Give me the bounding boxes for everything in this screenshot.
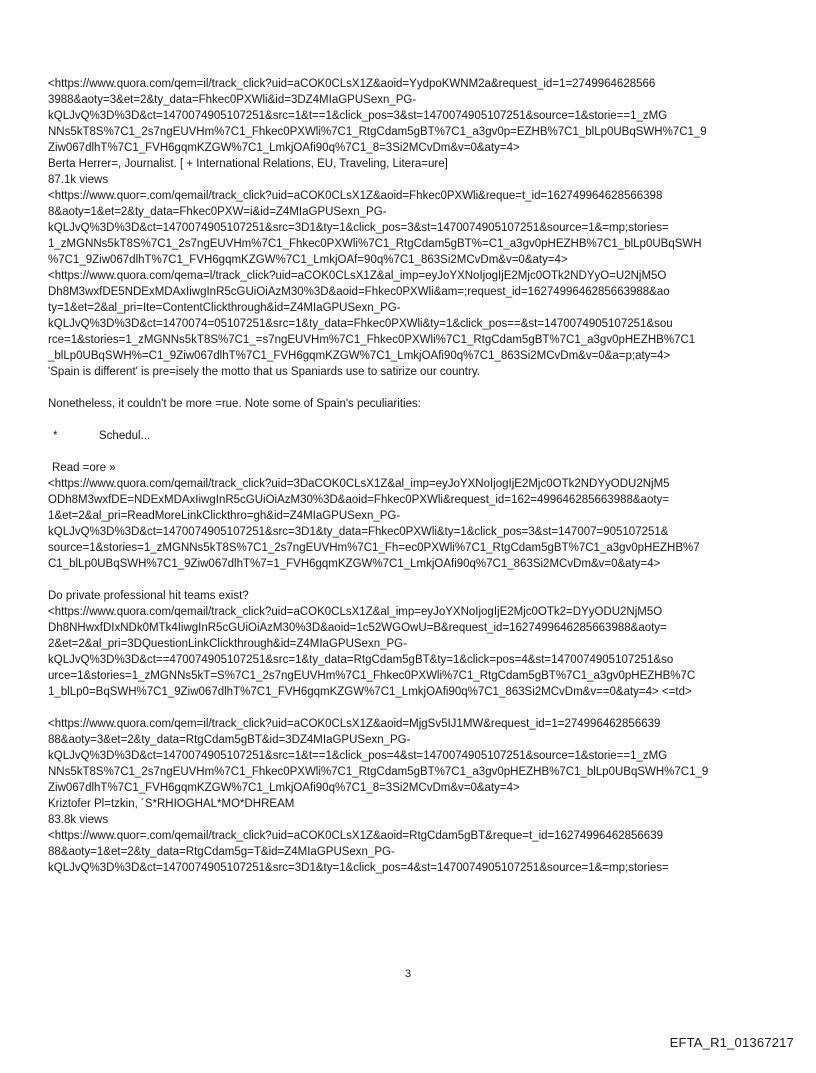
views-count: 83.8k views: [48, 814, 109, 826]
text-line: Ziw067dlhT%7C1_FVH6gqmKZGW%7C1_LmkjOAfi90q%7C1_8=3Si2MCvDm&v=0&aty=4>: [48, 782, 520, 794]
spacer: [48, 700, 774, 716]
text-line: NNs5kT8S%7C1_2s7ngEUVHm%7C1_Fhkec0PXWli%7C1_RtgCdam5gBT%7C1_a3gv0pHEZHB%7C1_blLp0UBqSWH%7C1_9: [48, 766, 709, 778]
text-line: 3988&aoty=3&et=2&ty_data=Fhkec0PXWli&id=3DZ4MIaGPUSexn_PG-: [48, 94, 417, 106]
text-block-4: [48, 716, 774, 876]
text-line: kQLJvQ%3D%3D&ct=1470074905107251&src=1&t==1&click_pos=4&st=1470074905107251&source=1&storie==1_zMG: [48, 750, 668, 762]
text-line: kQLJvQ%3D%3D&ct=1470074905107251&src=3D1&ty=1&click_pos=4&st=1470074905107251&source=1&=mp;stories=: [48, 862, 669, 874]
text-line: kQLJvQ%3D%3D&ct=1470074=05107251&src=1&ty_data=Fhkec0PXWli&ty=1&click_pos==&st=1470074905107251&sou: [48, 318, 673, 330]
text-block-2: [48, 476, 774, 572]
spacer: [48, 444, 774, 460]
text-block-1: [48, 76, 774, 380]
author-line: Kriztofer Pl=tzkin, ´S*RHIOGHAL*MO*DHREAM: [48, 798, 295, 810]
text-line: <https://www.quora.com/qema=l/track_click?uid=aCOK0CLsX1Z&al_imp=eyJoYXNoIjogIjE2Mjc0OTk2NDYyO=U2NjM5O: [48, 270, 667, 282]
text-line: <https://www.quora.com/qem=il/track_click?uid=aCOK0CLsX1Z&aoid=YydpoKWNM2a&request_id=1=2749964628566: [48, 78, 656, 90]
text-line: 8&aoty=1&et=2&ty_data=Fhkec0PXW=i&id=Z4MIaGPUSexn_PG-: [48, 206, 387, 218]
text-line: <https://www.quora.com/qemail/track_click?uid=aCOK0CLsX1Z&al_imp=eyJoYXNoIjogIjE2Mjc0OTk2=DYyODU2NjM5O: [48, 606, 663, 618]
text-line: urce=1&stories=1_zMGNNs5kT=S%7C1_2s7ngEUVHm%7C1_Fhkec0PXWli%7C1_RtgCdam5gBT%7C1_a3gv0pHEZHB%7C: [48, 670, 696, 682]
text-line: <https://www.quora.com/qemail/track_click?uid=3DaCOK0CLsX1Z&al_imp=eyJoYXNoIjogIjE2Mjc0OTk2NDYyODU2NjM5: [48, 478, 670, 490]
text-line: <https://www.quora.com/qem=il/track_click?uid=aCOK0CLsX1Z&aoid=MjgSv5IJ1MW&request_id=1=274996462856639: [48, 718, 661, 730]
paragraph-nonetheless: Nonetheless, it couldn't be more =rue. Note some of Spain's peculiarities:: [48, 398, 421, 410]
text-line: 88&aoty=3&et=2&ty_data=RtgCdam5gBT&id=3DZ4MIaGPUSexn_PG-: [48, 734, 411, 746]
question-title[interactable]: Do private professional hit teams exist?: [48, 590, 249, 602]
text-line: <https://www.quor=.com/qemail/track_click?uid=aCOK0CLsX1Z&aoid=RtgCdam5gBT&reque=t_id=16274996462856639: [48, 830, 663, 842]
text-line: Ziw067dlhT%7C1_FVH6gqmKZGW%7C1_LmkjOAfi90q%7C1_8=3Si2MCvDm&v=0&aty=4>: [48, 142, 520, 154]
bullet-marker: *: [53, 430, 58, 442]
text-line: Dh8NHwxfDIxNDk0MTk4IiwgInR5cGUiOiAzM30%3D&aoid=1c52WGOwU=B&request_id=1627499646285663988&aoty=: [48, 622, 667, 634]
spacer: [48, 412, 774, 428]
text-block-3: [48, 604, 774, 700]
text-line: kQLJvQ%3D%3D&ct==470074905107251&src=1&ty_data=RtgCdam5gBT&ty=1&click=pos=4&st=1470074905107251&so: [48, 654, 674, 666]
text-line: source=1&stories=1_zMGNNs5kT8S%7C1_2s7ngEUVHm%7C1_Fh=ec0PXWli%7C1_RtgCdam5gBT%7C1_a3gv0pHEZHB%7: [48, 542, 700, 554]
bullet-text: Schedul...: [99, 430, 151, 442]
text-line: kQLJvQ%3D%3D&ct=1470074905107251&src=1&t==1&click_pos=3&st=1470074905107251&source=1&storie==1_zMG: [48, 110, 668, 122]
text-line: _blLp0UBqSWH%=C1_9Ziw067dlhT%7C1_FVH6gqmKZGW%7C1_LmkjOAfi90q%7C1_863Si2MCvDm&v=0&a=p;aty=4>: [48, 350, 671, 362]
text-line: 88&aoty=1&et=2&ty_data=RtgCdam5g=T&id=Z4MIaGPUSexn_PG-: [48, 846, 395, 858]
document-id-footer: EFTA_R1_01367217: [669, 1035, 794, 1050]
text-line: ty=1&et=2&al_pri=Ite=ContentClickthrough&id=Z4MIaGPUSexn_PG-: [48, 302, 401, 314]
answer-excerpt: 'Spain is different' is pre=isely the motto that us Spaniards use to satirize our country.: [48, 366, 480, 378]
text-line: Dh8M3wxfDE5NDExMDAxIiwgInR5cGUiOiAzM30%3D&aoid=Fhkec0PXWli&am=;request_id=1627499646285663988&ao: [48, 286, 670, 298]
text-line: 2&et=2&al_pri=3DQuestionLinkClickthrough&id=Z4MIaGPUSexn_PG-: [48, 638, 407, 650]
spacer: [48, 572, 774, 588]
spacer: [48, 380, 774, 396]
views-count: 87.1k views: [48, 174, 109, 186]
text-line: C1_blLp0UBqSWH%7C1_9Ziw067dlhT%7=1_FVH6gqmKZGW%7C1_LmkjOAfi90q%7C1_863Si2MCvDm&v=0&aty=4>: [48, 558, 661, 570]
text-line: rce=1&stories=1_zMGNNs5kT8S%7C1_=s7ngEUVHm%7C1_Fhkec0PXWli%7C1_RtgCdam5gBT%7C1_a3gv0pHEZHB%7C1: [48, 334, 696, 346]
text-line: 1&et=2&al_pri=ReadMoreLinkClickthro=gh&id=Z4MIaGPUSexn_PG-: [48, 510, 401, 522]
text-line: kQLJvQ%3D%3D&ct=1470074905107251&src=3D1&ty_data=Fhkec0PXWli&ty=1&click_pos=3&st=147007=905107251&: [48, 526, 669, 538]
text-line: 1_zMGNNs5kT8S%7C1_2s7ngEUVHm%7C1_Fhkec0PXWli%7C1_RtgCdam5gBT%=C1_a3gv0pHEZHB%7C1_blLp0UBqSWH: [48, 238, 702, 250]
bullet-item: [48, 428, 774, 444]
text-line: kQLJvQ%3D%3D&ct=1470074905107251&src=3D1&ty=1&click_pos=3&st=1470074905107251&source=1&=mp;stories=: [48, 222, 669, 234]
page-number: 3: [404, 968, 412, 980]
read-more-link[interactable]: Read =ore »: [52, 462, 116, 474]
author-line: Berta Herrer=, Journalist. [ + International Relations, EU, Traveling, Litera=ure]: [48, 158, 448, 170]
document-body: [48, 76, 774, 876]
text-line: <https://www.quor=.com/qemail/track_click?uid=aCOK0CLsX1Z&aoid=Fhkec0PXWli&reque=t_id=162749964628566398: [48, 190, 663, 202]
text-line: NNs5kT8S%7C1_2s7ngEUVHm%7C1_Fhkec0PXWli%7C1_RtgCdam5gBT%7C1_a3gv0p=EZHB%7C1_blLp0UBqSWH%7C1_9: [48, 126, 707, 138]
text-line: 1_blLp0=BqSWH%7C1_9Ziw067dlhT%7C1_FVH6gqmKZGW%7C1_LmkjOAfi90q%7C1_863Si2MCvDm&v==0&aty=4> <=td>: [48, 686, 692, 698]
text-line: %7C1_9Ziw067dlhT%7C1_FVH6gqmKZGW%7C1_LmkjOAf=90q%7C1_863Si2MCvDm&v=0&aty=4>: [48, 254, 568, 266]
text-line: ODh8M3wxfDE=NDExMDAxIiwgInR5cGUiOiAzM30%3D&aoid=Fhkec0PXWli&request_id=162=499646285663988&aoty=: [48, 494, 670, 506]
